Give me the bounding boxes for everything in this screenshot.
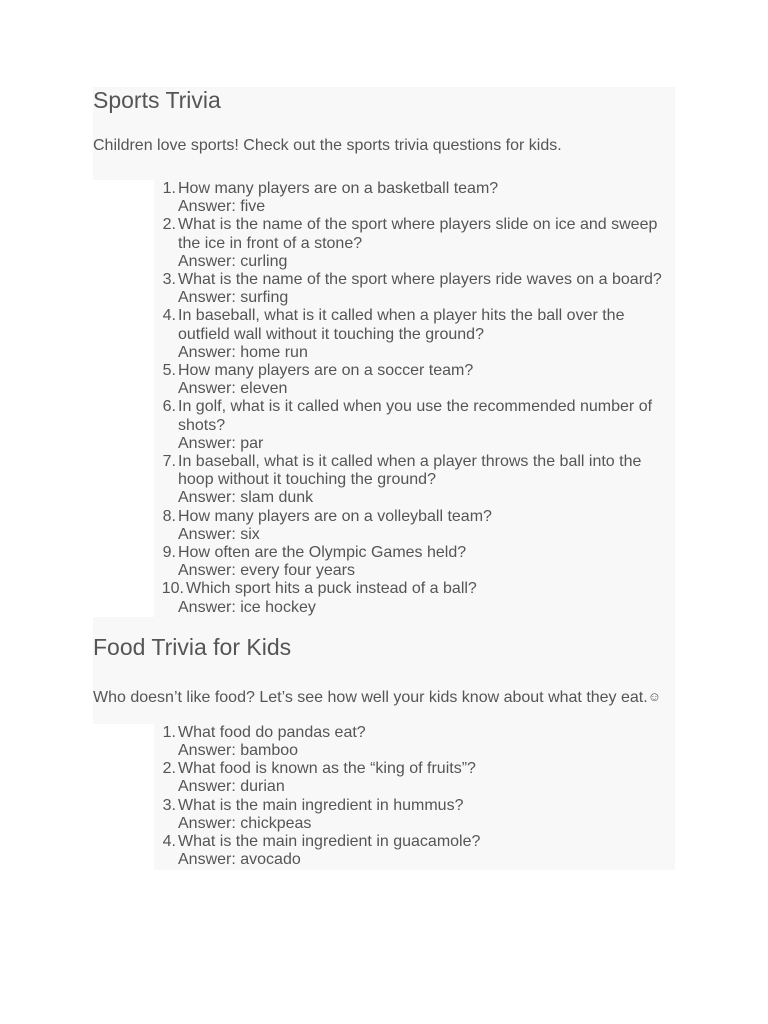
list-item	[154, 797, 675, 833]
list-item	[154, 271, 675, 307]
item-number: 2.	[162, 216, 176, 234]
list-item	[154, 398, 675, 453]
question-list-wrapper	[154, 180, 675, 617]
answer-text: Answer: every four years	[178, 562, 355, 580]
question-text: What is the main ingredient in guacamole?	[178, 833, 481, 851]
list-item	[154, 362, 675, 398]
item-number: 3.	[162, 796, 176, 814]
question-text: What food is known as the “king of fruits”?	[178, 760, 476, 778]
question-text: In baseball, what is it called when a player throws the ball into the hoop without it touching the ground?	[178, 453, 642, 489]
question-text: What is the name of the sport where players slide on ice and sweep the ice in front of a stone?	[178, 216, 658, 252]
question-list-wrapper	[154, 724, 675, 870]
list-item	[154, 307, 675, 362]
item-number: 3.	[162, 271, 176, 289]
answer-text: Answer: ice hockey	[178, 598, 316, 616]
item-number: 5.	[162, 362, 176, 380]
section-intro-text: Who doesn’t like food? Let’s see how well your kids know about what they eat.	[93, 688, 648, 706]
list-item	[154, 453, 675, 508]
section-intro	[93, 682, 675, 724]
section-intro: Children love sports! Check out the sports trivia questions for kids.	[93, 137, 675, 180]
list-item	[154, 760, 675, 796]
question-text: In golf, what is it called when you use the recommended number of shots?	[178, 398, 653, 434]
answer-text: Answer: par	[178, 434, 264, 452]
smiley-icon: ☺	[647, 688, 661, 704]
question-text: What food do pandas eat?	[178, 723, 366, 741]
item-number: 10.	[161, 580, 184, 598]
section-title: Food Trivia for Kids	[93, 617, 675, 682]
list-item	[154, 508, 675, 544]
question-text: Which sport hits a puck instead of a ball?	[186, 580, 477, 598]
question-text: What is the name of the sport where players ride waves on a board?	[178, 271, 662, 289]
section-sports-trivia	[93, 87, 675, 617]
answer-text: Answer: home run	[178, 343, 308, 361]
item-number: 4.	[162, 833, 176, 851]
answer-text: Answer: surfing	[178, 289, 289, 307]
list-item	[154, 833, 675, 869]
section-food-trivia	[93, 617, 675, 724]
answer-text: Answer: eleven	[178, 380, 288, 398]
answer-text: Answer: five	[178, 198, 266, 216]
question-text: How often are the Olympic Games held?	[178, 544, 467, 562]
item-number: 8.	[162, 507, 176, 525]
question-text: What is the main ingredient in hummus?	[178, 796, 464, 814]
list-item	[154, 544, 675, 580]
document-page	[93, 87, 675, 870]
list-item	[154, 724, 675, 760]
section-title: Sports Trivia	[93, 87, 675, 137]
answer-text: Answer: avocado	[178, 851, 301, 869]
question-text: How many players are on a basketball team?	[178, 180, 499, 197]
answer-text: Answer: bamboo	[178, 742, 299, 760]
answer-text: Answer: curling	[178, 252, 288, 270]
question-text: How many players are on a volleyball team?	[178, 507, 492, 525]
question-list	[154, 724, 675, 870]
item-number: 7.	[162, 453, 176, 471]
item-number: 6.	[162, 398, 176, 416]
question-list	[154, 180, 675, 617]
list-item	[154, 180, 675, 216]
list-item	[154, 580, 675, 616]
question-text: In baseball, what is it called when a player hits the ball over the outfield wall without it touching the ground?	[178, 307, 625, 343]
item-number: 4.	[162, 307, 176, 325]
list-item	[154, 216, 675, 271]
item-number: 1.	[162, 180, 176, 197]
item-number: 9.	[162, 544, 176, 562]
answer-text: Answer: six	[178, 525, 260, 543]
answer-text: Answer: slam dunk	[178, 489, 314, 507]
question-text: How many players are on a soccer team?	[178, 362, 474, 380]
answer-text: Answer: chickpeas	[178, 814, 312, 832]
item-number: 2.	[162, 760, 176, 778]
answer-text: Answer: durian	[178, 778, 285, 796]
item-number: 1.	[162, 723, 176, 741]
